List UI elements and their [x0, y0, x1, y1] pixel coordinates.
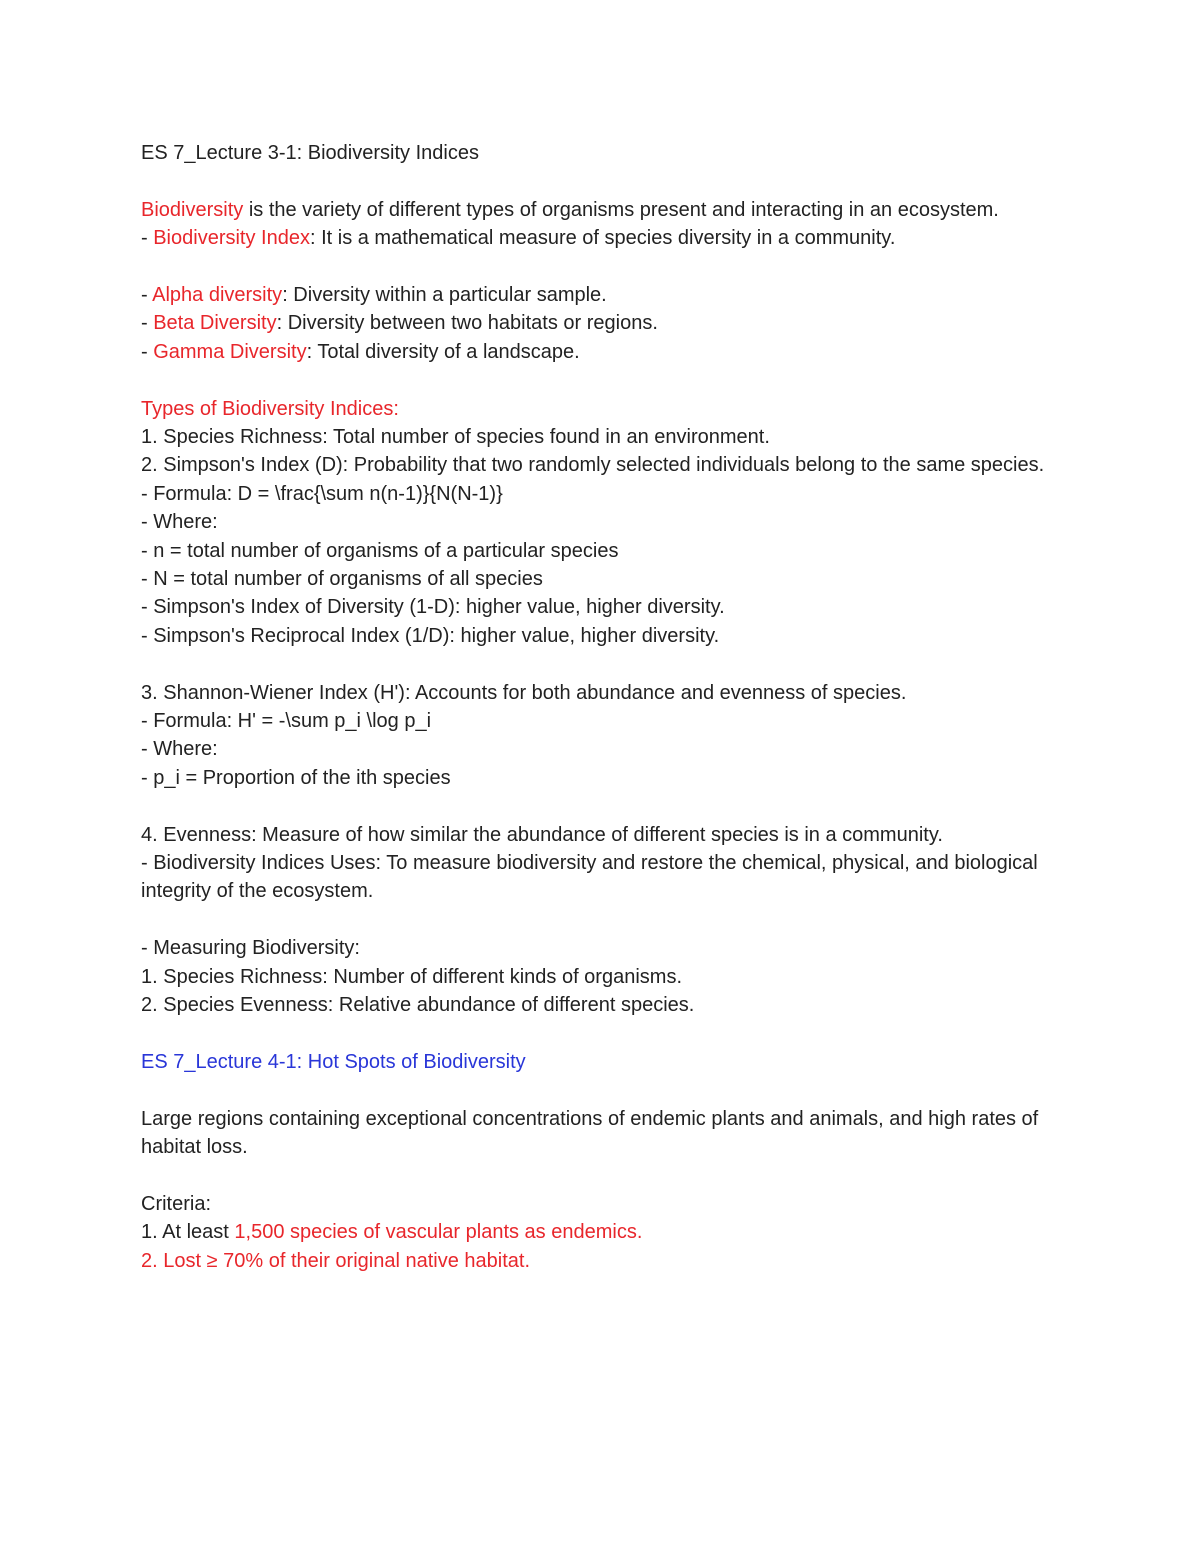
intro-paragraph [141, 196, 1061, 224]
criteria-1-highlight: 1,500 species of vascular plants as endemics. [234, 1221, 643, 1244]
beta-diversity [141, 309, 1061, 337]
index-definition [141, 224, 1061, 252]
simpson-index-item: 2. Simpson's Index (D): Probability that two randomly selected individuals belong to the same species. [141, 454, 1045, 477]
spacer [141, 792, 1061, 820]
species-richness-item: 1. Species Richness: Total number of species found in an environment. [141, 426, 770, 449]
spacer [141, 366, 1061, 394]
shannon-formula: - Formula: H' = -\sum p_i \log p_i [141, 710, 432, 733]
shannon-where: - Where: [141, 738, 218, 761]
dash: - [141, 340, 154, 363]
criteria-2-highlight: Lost ≥ 70% of their original native habitat. [163, 1249, 530, 1272]
spacer [141, 1162, 1061, 1190]
spacer [141, 167, 1061, 195]
simpson-diversity-index: - Simpson's Index of Diversity (1-D): higher value, higher diversity. [141, 596, 725, 619]
spacer [141, 650, 1061, 678]
criteria-heading: Criteria: [141, 1192, 212, 1215]
shannon-p-definition: - p_i = Proportion of the ith species [141, 766, 451, 789]
intro-term: Biodiversity [141, 198, 244, 221]
criteria-1-prefix: 1. At least [141, 1221, 235, 1244]
dash: - [141, 284, 153, 306]
measuring-evenness: 2. Species Evenness: Relative abundance of different species. [141, 994, 695, 1017]
index-text: : It is a mathematical measure of species diversity in a community. [309, 227, 896, 250]
beta-term: Beta Diversity [153, 312, 277, 335]
shannon-index-item: 3. Shannon-Wiener Index (H'): Accounts for both abundance and evenness of species. [141, 681, 907, 704]
intro-text: is the variety of different types of organisms present and interacting in an ecosystem. [243, 198, 999, 221]
simpson-formula: - Formula: D = \frac{\sum n(n-1)}{N(N-1)} [141, 482, 503, 505]
types-heading: Types of Biodiversity Indices: [141, 397, 399, 420]
dash: - [141, 227, 154, 250]
alpha-term: Alpha diversity [152, 284, 283, 306]
simpson-reciprocal-index: - Simpson's Reciprocal Index (1/D): higher value, higher diversity. [141, 624, 720, 647]
criteria-item-1 [141, 1218, 1061, 1246]
gamma-diversity [141, 338, 1061, 366]
lecture-title: ES 7_Lecture 3-1: Biodiversity Indices [141, 142, 479, 164]
indices-uses: - Biodiversity Indices Uses: To measure biodiversity and restore the chemical, physical, and biological integrity of the ecosystem. [141, 852, 1044, 903]
spacer [141, 253, 1061, 281]
index-term: Biodiversity Index [153, 227, 310, 250]
hotspots-title: ES 7_Lecture 4-1: Hot Spots of Biodiversity [141, 1050, 526, 1073]
spacer [141, 906, 1061, 934]
alpha-diversity [141, 281, 1061, 309]
simpson-n-definition: - n = total number of organisms of a particular species [141, 539, 619, 562]
criteria-2-prefix: 2. [141, 1249, 164, 1272]
document-body [141, 139, 1061, 1275]
alpha-text: : Diversity within a particular sample. [282, 284, 607, 306]
evenness-item: 4. Evenness: Measure of how similar the abundance of different species is in a community. [141, 823, 943, 846]
criteria-item-2 [141, 1247, 1061, 1275]
spacer [141, 1076, 1061, 1104]
gamma-text: : Total diversity of a landscape. [306, 340, 580, 363]
measuring-richness: 1. Species Richness: Number of different kinds of organisms. [141, 965, 682, 988]
measuring-heading: - Measuring Biodiversity: [141, 937, 360, 960]
beta-text: : Diversity between two habitats or regions. [276, 312, 658, 335]
simpson-where: - Where: [141, 511, 218, 534]
hotspots-description: Large regions containing exceptional concentrations of endemic plants and animals, and high rates of habitat loss. [141, 1107, 1044, 1159]
gamma-term: Gamma Diversity [153, 340, 307, 363]
dash: - [141, 312, 154, 335]
spacer [141, 1020, 1061, 1048]
simpson-N-definition: - N = total number of organisms of all species [141, 568, 543, 591]
